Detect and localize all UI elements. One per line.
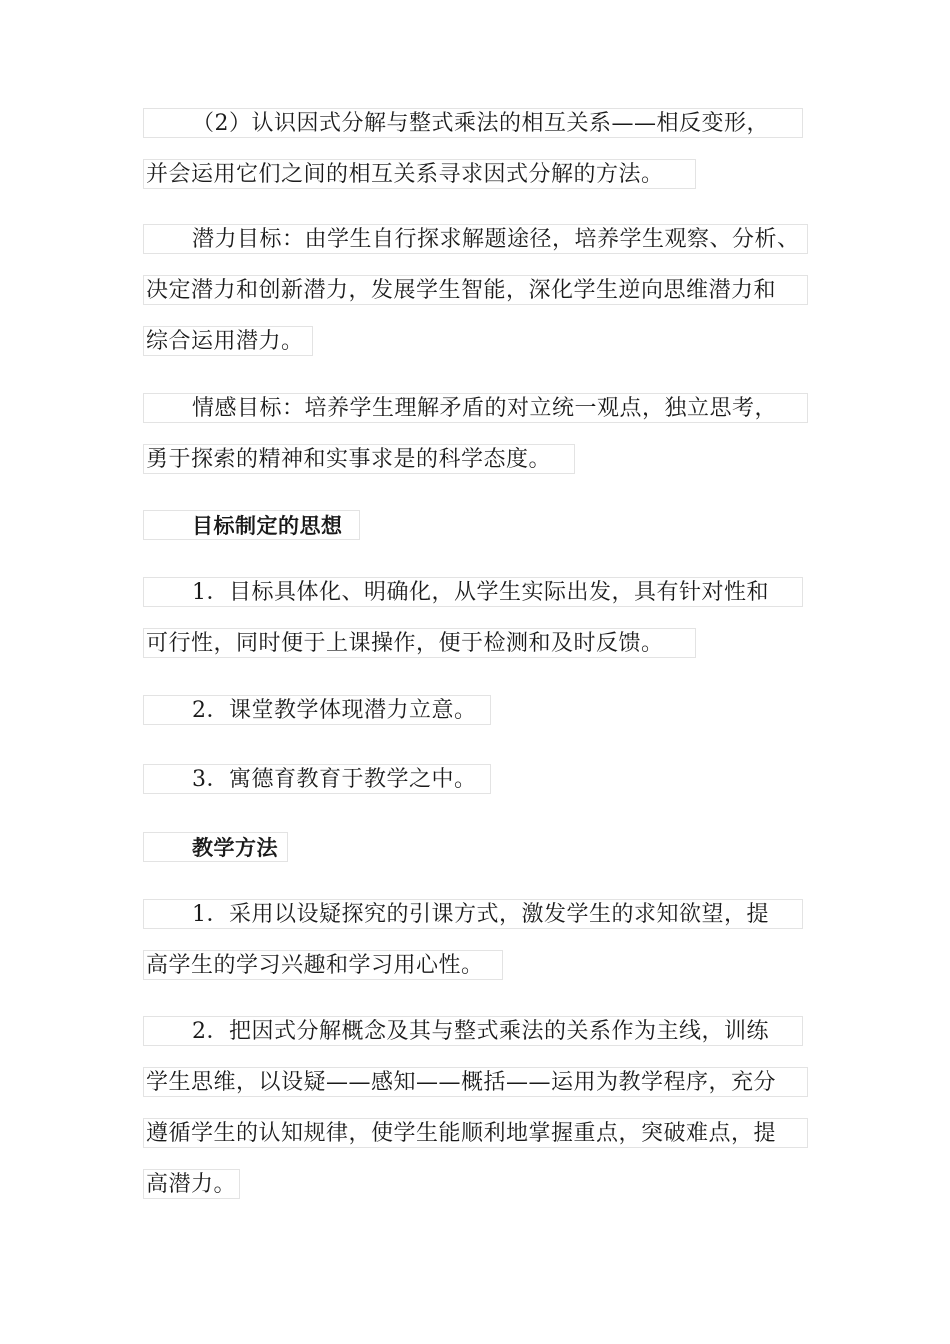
text-line: 潜力目标：由学生自行探求解题途径，培养学生观察、分析、 [143,224,808,254]
paragraph-emotion-goal [143,393,808,474]
text-line: 并会运用它们之间的相互关系寻求因式分解的方法。 [143,159,696,189]
text-line: 3．寓德育教育于教学之中。 [143,764,491,794]
text-line: 2．课堂教学体现潜力立意。 [143,695,491,725]
paragraph-method-2 [143,1016,808,1199]
paragraph-goal-2 [143,695,491,725]
text-line: 情感目标：培养学生理解矛盾的对立统一观点，独立思考， [143,393,808,423]
text-line: 高学生的学习兴趣和学习用心性。 [143,950,503,980]
text-line: 1．采用以设疑探究的引课方式，激发学生的求知欲望，提 [143,899,803,929]
section-heading-goal-thought [143,510,360,540]
text-line: 决定潜力和创新潜力，发展学生智能，深化学生逆向思维潜力和 [143,275,808,305]
text-line: 学生思维，以设疑——感知——概括——运用为教学程序，充分 [143,1067,808,1097]
text-line: 高潜力。 [143,1169,240,1199]
text-line: 2．把因式分解概念及其与整式乘法的关系作为主线，训练 [143,1016,803,1046]
text-line: 遵循学生的认知规律，使学生能顺利地掌握重点，突破难点，提 [143,1118,808,1148]
paragraph-ability-goal [143,224,808,356]
text-line: 1．目标具体化、明确化，从学生实际出发，具有针对性和 [143,577,803,607]
heading-text: 目标制定的思想 [143,510,360,540]
text-line: （2）认识因式分解与整式乘法的相互关系——相反变形， [143,108,803,138]
heading-text: 教学方法 [143,832,288,862]
text-line: 勇于探索的精神和实事求是的科学态度。 [143,444,575,474]
paragraph-goal-3 [143,764,491,794]
text-line: 可行性，同时便于上课操作，便于检测和及时反馈。 [143,628,696,658]
paragraph-method-1 [143,899,803,980]
text-line: 综合运用潜力。 [143,326,313,356]
paragraph-goal-1 [143,577,803,658]
section-heading-teaching-method [143,832,288,862]
paragraph-factorization-relation [143,108,803,189]
